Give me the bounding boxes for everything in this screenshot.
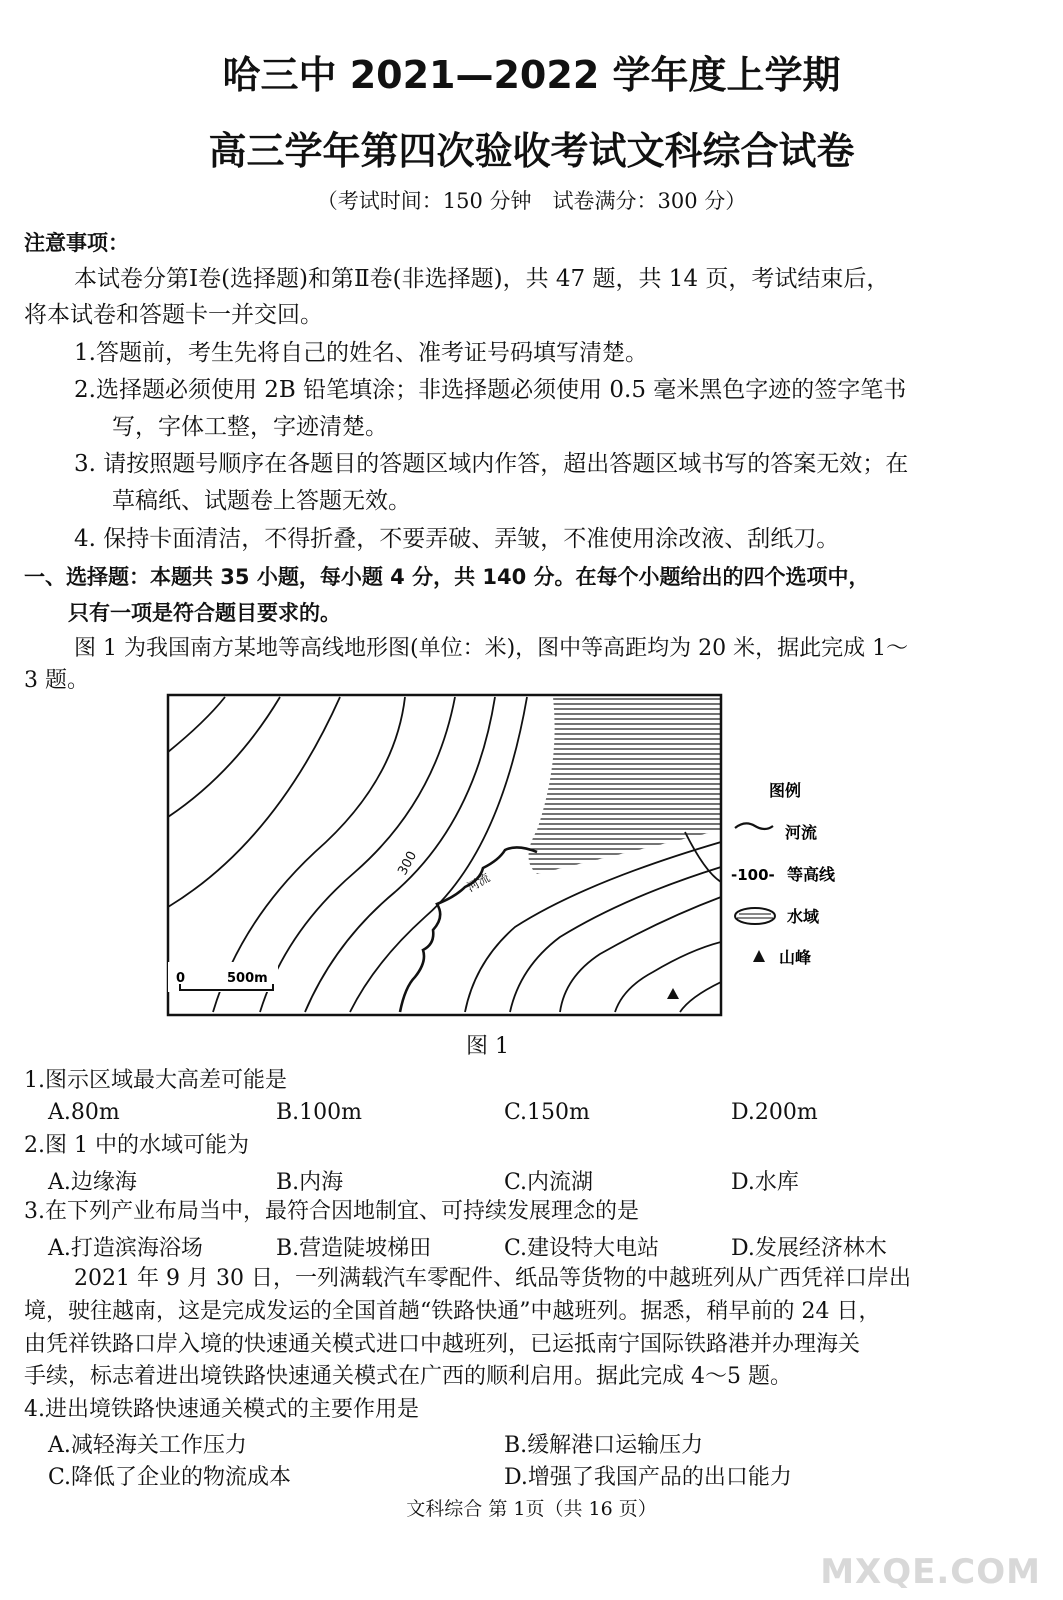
q3-stem: 3.在下列产业布局当中，最符合因地制宜、可持续发展理念的是: [24, 1199, 639, 1224]
page-footer: 文科综合 第 1页（共 16 页）: [406, 1498, 657, 1520]
contour-line: [168, 697, 340, 907]
contour-line: [260, 697, 455, 1012]
q4-option-a: A.减轻海关工作压力: [48, 1433, 247, 1458]
legend-contour-label: 等高线: [787, 865, 836, 884]
contour-line: [168, 697, 225, 752]
q2-option-d: D.水库: [731, 1170, 799, 1195]
q3-option-d: D.发展经济林木: [731, 1236, 887, 1261]
exam-info: （考试时间：150 分钟 试卷满分：300 分）: [316, 189, 747, 213]
passage-line-3: 由凭祥铁路口岸入境的快速通关模式进口中越班列，已运抵南宁国际铁路港并办理海关: [24, 1332, 861, 1357]
scale-zero: 0: [176, 971, 186, 986]
legend-peak-symbol: [753, 950, 765, 962]
passage-line-4: 手续，标志着进出境铁路快速通关模式在广西的顺利启用。据此完成 4～5 题。: [24, 1364, 792, 1389]
q1-option-d: D.200m: [731, 1100, 818, 1125]
passage-line-1: 2021 年 9 月 30 日，一列满载汽车零配件、纸品等货物的中越班列从广西凭祥口岸出: [74, 1266, 911, 1291]
section-intro-b: 3 题。: [24, 668, 89, 693]
q1-option-b: B.100m: [276, 1100, 363, 1125]
q3-option-b: B.营造陡坡梯田: [276, 1236, 432, 1261]
watermark-logo: MXQE.COM: [820, 1552, 1041, 1592]
contour-line: [305, 697, 495, 1012]
notice-item-2a: 2.选择题必须使用 2B 铅笔填涂；非选择题必须使用 0.5 毫米黑色字迹的签字笔书: [74, 377, 907, 403]
notice-item-4: 4. 保持卡面清洁，不得折叠，不要弄破、弄皱，不准使用涂改液、刮纸刀。: [74, 526, 840, 552]
section-intro-a: 图 1 为我国南方某地等高线地形图(单位：米)，图中等高距均为 20 米，据此完成 1～: [74, 636, 909, 661]
title-line-1: 哈三中 2021—2022 学年度上学期: [222, 53, 841, 97]
contour-map-figure: [165, 692, 865, 1022]
contour-line: [560, 897, 721, 1012]
q2-option-a: A.边缘海: [48, 1170, 137, 1195]
q3-option-c: C.建设特大电站: [504, 1236, 660, 1261]
q2-option-b: B.内海: [276, 1170, 344, 1195]
legend-peak-label: 山峰: [779, 948, 812, 967]
section-heading-b: 只有一项是符合题目要求的。: [68, 601, 341, 625]
notice-heading: 注意事项：: [24, 231, 129, 255]
contour-label-300: 300: [395, 848, 421, 878]
contour-line: [465, 842, 721, 1012]
notice-item-2b: 写，字体工整，字迹清楚。: [112, 414, 388, 440]
legend-title: 图例: [769, 781, 802, 800]
passage-line-2: 境，驶往越南，这是完成发运的全国首趟“铁路快通”中越班列。据悉，稍早前的 24 日，: [24, 1299, 881, 1324]
q1-option-c: C.150m: [504, 1100, 590, 1125]
legend-water-symbol: [735, 908, 775, 924]
contour-line: [510, 867, 721, 1012]
title-line-2: 高三学年第四次验收考试文科综合试卷: [208, 129, 855, 173]
river-line: [400, 847, 537, 1012]
q4-option-b: B.缓解港口运输压力: [504, 1433, 704, 1458]
notice-item-1: 1.答题前，考生先将自己的姓名、准考证号码填写清楚。: [74, 340, 648, 366]
notice-intro-2: 将本试卷和答题卡一并交回。: [24, 302, 323, 328]
notice-item-3b: 草稿纸、试题卷上答题无效。: [112, 488, 411, 514]
contour-line: [680, 982, 721, 1012]
section-heading-a: 一、选择题：本题共 35 小题，每小题 4 分，共 140 分。在每个小题给出的四个选项中，: [24, 565, 870, 589]
peak-symbol: [667, 988, 679, 999]
notice-intro-1: 本试卷分第Ⅰ卷(选择题)和第Ⅱ卷(非选择题)，共 47 题，共 14 页，考试结束后，: [74, 266, 890, 292]
q4-option-c: C.降低了企业的物流成本: [48, 1465, 292, 1490]
contour-line: [685, 832, 721, 882]
contour-line: [168, 697, 280, 817]
q1-stem: 1.图示区域最大高差可能是: [24, 1068, 287, 1093]
q2-option-c: C.内流湖: [504, 1170, 594, 1195]
figure-caption: 图 1: [466, 1034, 509, 1059]
q2-stem: 2.图 1 中的水域可能为: [24, 1133, 249, 1158]
notice-item-3a: 3. 请按照题号顺序在各题目的答题区域内作答，超出答题区域书写的答案无效；在: [74, 451, 909, 477]
q1-option-a: A.80m: [48, 1100, 120, 1125]
legend-river-symbol: [735, 823, 773, 829]
q3-option-a: A.打造滨海浴场: [48, 1236, 203, 1261]
legend-river-label: 河流: [785, 823, 818, 842]
contour-line: [615, 942, 721, 1012]
legend-contour-num: -100-: [731, 866, 775, 884]
legend-water-label: 水域: [787, 907, 820, 926]
q4-option-d: D.增强了我国产品的出口能力: [504, 1465, 792, 1490]
river-label: 河流: [464, 870, 493, 895]
q4-stem: 4.进出境铁路快速通关模式的主要作用是: [24, 1397, 419, 1422]
scale-value: 500m: [227, 971, 268, 986]
